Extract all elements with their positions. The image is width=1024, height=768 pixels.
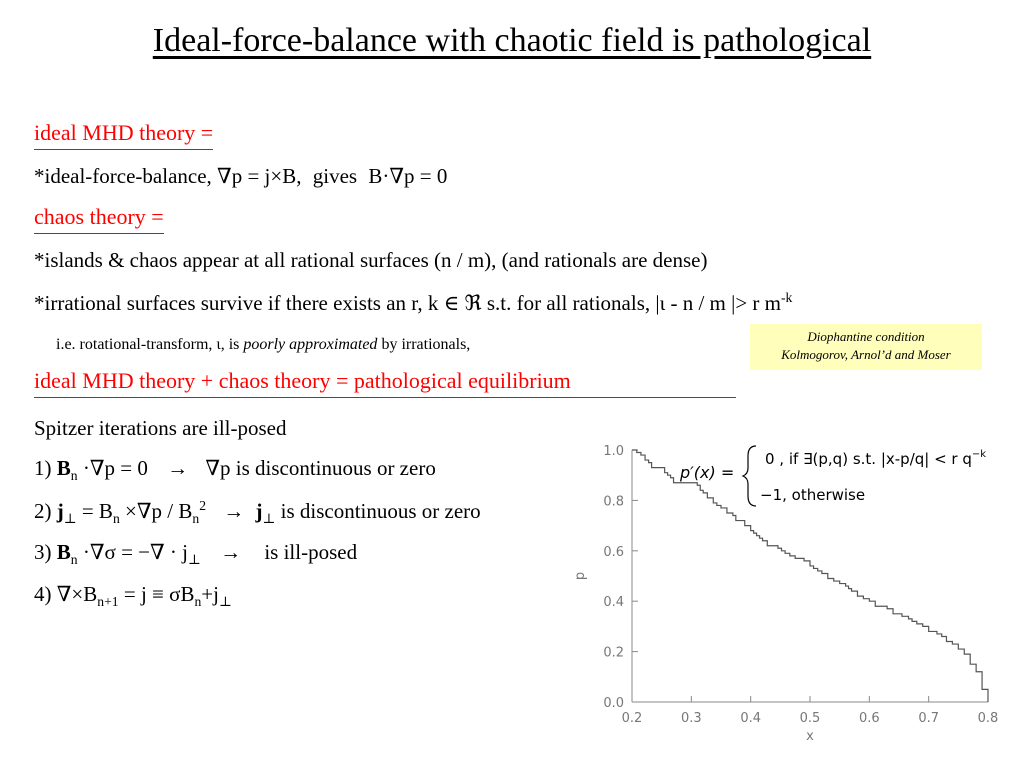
item-2-rsub: n: [192, 511, 200, 527]
ie-text-a: i.e. rotational-transform, ι, is: [56, 336, 240, 353]
x-tick-label: 0.2: [621, 711, 643, 726]
mhd-header: ideal MHD theory =: [34, 120, 213, 150]
item-3-tail: is ill-posed: [264, 540, 358, 564]
item-4-msub: n: [194, 594, 202, 610]
item-1-sub: n: [70, 468, 78, 484]
ie-text-c: by irrationals,: [381, 336, 471, 353]
y-tick-label: 0.0: [603, 696, 624, 711]
item-4-lsub: n+1: [97, 594, 119, 610]
item-2-msub: n: [112, 511, 120, 527]
y-axis-label: p: [573, 571, 588, 581]
item-4-rsub: ⊥: [218, 594, 232, 610]
item-2-j: j: [56, 499, 64, 523]
item-3-eq: ·∇σ = −∇ · j: [77, 540, 188, 564]
irrational-line: [34, 290, 792, 316]
force-balance-eq2: B·∇p = 0: [368, 164, 448, 188]
item-2-tail: is discontinuous or zero: [280, 499, 481, 523]
item-1: [34, 456, 436, 484]
item-3-b: B: [56, 540, 71, 564]
irrational-text: *irrational surfaces survive if there exists an r, k ∈ ℜ s.t. for all rationals, |ι - n / m |> r m: [34, 291, 782, 315]
combined-line: ideal MHD theory + chaos theory = pathological equilibrium: [34, 368, 736, 398]
x-tick-label: 0.5: [799, 711, 821, 726]
spitzer-line: Spitzer iterations are ill-posed: [34, 416, 287, 440]
page-title: Ideal-force-balance with chaotic field is pathological: [152, 22, 872, 59]
y-tick-label: 1.0: [603, 444, 624, 459]
formula-brace: [743, 446, 756, 506]
x-axis-label: x: [806, 729, 814, 744]
item-1-number: 1): [34, 456, 52, 480]
irrational-exponent: -k: [781, 290, 793, 305]
item-2: [34, 498, 481, 527]
item-4-lhs: ∇×B: [56, 582, 98, 606]
y-tick-label: 0.6: [603, 544, 624, 560]
y-tick-label: 0.2: [603, 645, 624, 661]
x-tick-label: 0.3: [680, 711, 702, 726]
ie-text-b: poorly approximated: [243, 336, 378, 353]
item-1-b: B: [56, 456, 71, 480]
ie-line: [56, 336, 470, 354]
item-1-tail: is discontinuous or zero: [235, 456, 436, 480]
item-2-rest: ×∇p / B: [119, 499, 193, 523]
item-4-number: 4): [34, 582, 52, 606]
item-1-eq: ·∇p = 0: [77, 456, 148, 480]
x-tick-label: 0.4: [740, 711, 762, 726]
diophantine-note: [750, 324, 982, 370]
item-1-eq2: ∇p: [205, 456, 231, 480]
formula-case1: 0 , if ∃(p,q) s.t. |x-p/q| < r $q^{-k}$: [765, 449, 987, 468]
x-tick-label: 0.7: [918, 711, 940, 726]
item-2-arrow: →: [223, 499, 245, 523]
item-3-number: 3): [34, 540, 52, 564]
chart-formula: [679, 446, 986, 506]
item-2-e2sub: ⊥: [262, 511, 276, 527]
force-balance-line: [34, 164, 447, 189]
item-2-rsup: 2: [199, 498, 207, 513]
formula-lhs: p′(x) =: [680, 463, 735, 482]
x-tick-label: 0.8: [977, 711, 999, 726]
item-2-eq2: j: [255, 499, 263, 523]
formula-case2: −1, otherwise: [760, 486, 866, 504]
force-balance-gives: gives: [312, 164, 358, 188]
x-tick-label: 0.6: [858, 711, 880, 726]
chaos-header: chaos theory =: [34, 204, 164, 234]
item-3: [34, 540, 357, 568]
note-line-2: Kolmogorov, Arnol’d and Moser: [781, 347, 951, 362]
force-balance-prefix: *ideal-force-balance,: [34, 164, 212, 188]
item-3-rsub: ⊥: [188, 552, 201, 568]
note-line-1: Diophantine condition: [807, 329, 925, 344]
y-tick-label: 0.8: [603, 494, 624, 510]
item-2-jsub: ⊥: [63, 511, 77, 527]
item-4: [34, 582, 232, 610]
item-4-rest: +j: [201, 582, 219, 606]
item-3-arrow: →: [220, 540, 242, 564]
item-3-sub: n: [70, 552, 78, 568]
staircase-chart: [560, 430, 1020, 760]
item-2-number: 2): [34, 499, 52, 523]
item-1-arrow: →: [167, 456, 189, 480]
force-balance-eq1: ∇p = j×B,: [217, 164, 302, 188]
y-tick-label: 0.4: [603, 595, 624, 611]
islands-line: *islands & chaos appear at all rational surfaces (n / m), (and rationals are dense): [34, 248, 708, 272]
item-2-mid: = B: [76, 499, 113, 523]
item-4-mid: = j ≡ σB: [118, 582, 195, 606]
